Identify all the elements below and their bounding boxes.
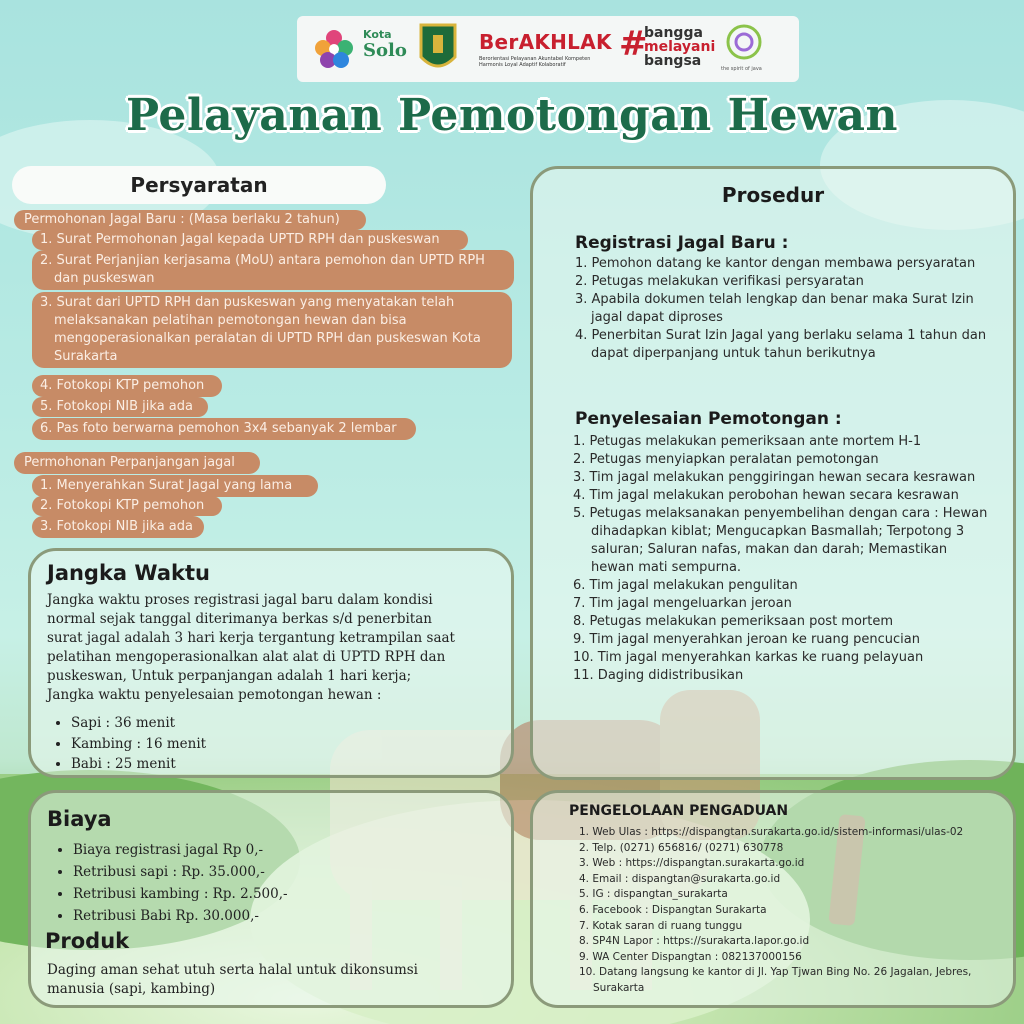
produk-text: Daging aman sehat utuh serta halal untuk dikonsumsi manusia (sapi, kambing): [47, 962, 418, 997]
page-title: Pelayanan Pemotongan Hewan: [126, 90, 898, 141]
requirement-item: 2. Fotokopi KTP pemohon: [32, 496, 222, 516]
registrasi-title: Registrasi Jagal Baru :: [575, 233, 789, 253]
list-item: 2. Petugas melakukan verifikasi persyaratan: [575, 274, 864, 289]
list-item: 8. SP4N Lapor : https://surakarta.lapor.go.id: [579, 935, 810, 948]
surakarta-crest-icon: [419, 23, 457, 75]
list-item: 10. Datang langsung ke kantor di Jl. Yap Tjwan Bing No. 26 Jagalan, Jebres,: [579, 966, 972, 979]
produk-heading: Produk: [45, 929, 130, 953]
list-item: 2. Petugas menyiapkan peralatan pemotongan: [573, 452, 879, 467]
kota-solo-text: Solo: [363, 40, 407, 61]
requirement-item: 3. Fotokopi NIB jika ada: [32, 516, 204, 538]
list-item: • Babi : 25 menit: [71, 754, 206, 775]
list-item: 7. Tim jagal mengeluarkan jeroan: [573, 596, 792, 611]
biaya-heading: Biaya: [47, 807, 112, 831]
jangka-waktu-panel: [28, 548, 514, 778]
list-item: 1. Web Ulas : https://dispangtan.surakarta.go.id/sistem-informasi/ulas-02: [579, 826, 964, 838]
requirement-item: 5. Fotokopi NIB jika ada: [32, 397, 208, 417]
list-item: 8. Petugas melakukan pemeriksaan post mortem: [573, 614, 894, 629]
list-item: 3. Web : https://dispangtan.surakarta.go.id: [579, 857, 805, 870]
hash-icon: #: [619, 24, 648, 64]
durasi-list: [71, 713, 206, 775]
list-item: 3. Apabila dokumen telah lengkap dan benar maka Surat Izin: [575, 292, 974, 307]
requirement-item: 6. Pas foto berwarna pemohon 3x4 sebanyak 2 lembar: [32, 418, 416, 440]
list-item: • Kambing : 16 menit: [71, 734, 206, 755]
prosedur-panel: [530, 166, 1016, 780]
list-item: 10. Tim jagal menyerahkan karkas ke ruang pelayuan: [573, 650, 924, 665]
pengaduan-heading: PENGELOLAAN PENGADUAN: [569, 803, 789, 819]
pengaduan-list: 1. Web Ulas : https://dispangtan.surakarta.go.id/sistem-informasi/ulas-02 2. Telp. (0271) 656816/ (0271) 630778 3. Web : https://dispangtan.surakarta.go.id 4. Email : dispangtan@surakarta.go.id 5. IG : dispangtan_surakarta 6. Facebook : Dispangtan Surakarta 7. Kotak saran di ruang tunggu 8. SP4N Lapor : https://surakarta.lapor.go.id 9. WA Center Dispangtan : 082137000156 10. Datang langsung ke kantor di Jl. Yap Tjwan Bing No. 26 Jagalan, Jebres, Surakarta: [579, 825, 1015, 997]
list-item: 6. Tim jagal melakukan pengulitan: [573, 578, 798, 593]
list-item: 11. Daging didistribusikan: [573, 668, 744, 683]
group1-title: Permohonan Jagal Baru : (Masa berlaku 2 tahun): [14, 210, 366, 230]
list-item: • Retribusi kambing : Rp. 2.500,-: [73, 883, 288, 905]
penyelesaian-list: 1. Petugas melakukan pemeriksaan ante mortem H-1 2. Petugas menyiapkan peralatan pemotongan 3. Tim jagal melakukan penggiringan hewan secara kesrawan 4. Tim jagal melakukan perobohan hewan secara kesrawan 5. Petugas melaksanakan penyembelihan dengan cara : Hewan dihadapkan kiblat; Mengucapkan Basmallah; Terpotong 3 saluran; Saluran nafas, makan dan darah; Memastikan hewan mati sempurna. 6. Tim jagal melakukan pengulitan 7. Tim jagal mengeluarkan jeroan 8. Petugas melakukan pemeriksaan post mortem 9. Tim jagal menyerahkan jeroan ke ruang pencucian 10. Tim jagal menyerahkan karkas ke ruang pelayuan 11. Daging didistribusikan: [573, 433, 1013, 685]
prosedur-heading: Prosedur: [721, 183, 825, 207]
group2-title: Permohonan Perpanjangan jagal: [14, 452, 260, 474]
logo-bar: [297, 16, 799, 82]
solo-spirit-logo: [722, 22, 766, 62]
list-item: 5. Petugas melaksanakan penyembelihan dengan cara : Hewan: [573, 506, 988, 521]
list-item: 6. Facebook : Dispangtan Surakarta: [579, 903, 767, 916]
penyelesaian-title: Penyelesaian Pemotongan :: [575, 409, 842, 429]
list-item: • Sapi : 36 menit: [71, 713, 206, 734]
bangga-melayani-logo: bangga melayani bangsa: [644, 25, 716, 69]
biaya-produk-panel: [28, 790, 514, 1008]
pengaduan-panel: [530, 790, 1016, 1008]
solo-tagline: the spirit of java: [721, 66, 762, 72]
list-item: 4. Penerbitan Surat Izin Jagal yang berlaku selama 1 tahun dan: [575, 328, 987, 343]
jangka-waktu-heading: Jangka Waktu: [47, 561, 210, 585]
requirement-item: 3. Surat dari UPTD RPH dan puskeswan yang menyatakan telah melaksanakan pelatihan pemotongan hewan dan bisa mengoperasionalkan peralatan di UPTD RPH dan puskeswan Kota Surakarta: [32, 292, 512, 368]
biaya-list: [73, 839, 288, 927]
list-item: 3. Tim jagal melakukan penggiringan hewan secara kesrawan: [573, 470, 976, 485]
berakhlak-logo: BerAKHLAK: [479, 30, 612, 54]
list-item: 2. Telp. (0271) 656816/ (0271) 630778: [579, 841, 784, 854]
kota-solo-text: Kota: [363, 28, 392, 41]
list-item: 5. IG : dispangtan_surakarta: [579, 888, 728, 901]
list-item: 4. Email : dispangtan@surakarta.go.id: [579, 872, 781, 885]
berakhlak-subtitle: Berorientasi Pelayanan Akuntabel Kompeten Harmonis Loyal Adaptif Kolaboratif: [479, 56, 591, 68]
registrasi-list: 1. Pemohon datang ke kantor dengan membawa persyaratan 2. Petugas melakukan verifikasi persyaratan 3. Apabila dokumen telah lengkap dan benar maka Surat Izin jagal dapat diproses 4. Penerbitan Surat Izin Jagal yang berlaku selama 1 tahun dan dapat diperpanjang untuk tahun berikutnya: [575, 255, 1005, 363]
kota-solo-logo: [311, 26, 357, 72]
requirement-item: 1. Surat Permohonan Jagal kepada UPTD RPH dan puskeswan: [32, 230, 468, 250]
persyaratan-heading: Persyaratan: [12, 166, 386, 204]
list-item: 4. Tim jagal melakukan perobohan hewan secara kesrawan: [573, 488, 959, 503]
list-item: 1. Pemohon datang ke kantor dengan membawa persyaratan: [575, 256, 976, 271]
list-item: 1. Petugas melakukan pemeriksaan ante mortem H-1: [573, 434, 922, 449]
requirement-item: 1. Menyerahkan Surat Jagal yang lama: [32, 475, 318, 497]
list-item: 9. Tim jagal menyerahkan jeroan ke ruang pencucian: [573, 632, 920, 647]
list-item: 9. WA Center Dispangtan : 082137000156: [579, 950, 802, 963]
requirement-item: 4. Fotokopi KTP pemohon: [32, 375, 222, 397]
list-item: • Biaya registrasi jagal Rp 0,-: [73, 839, 288, 861]
list-item: 7. Kotak saran di ruang tunggu: [579, 919, 743, 932]
requirement-item: 2. Surat Perjanjian kerjasama (MoU) antara pemohon dan UPTD RPH dan puskeswan: [32, 250, 514, 290]
list-item: • Retribusi Babi Rp. 30.000,-: [73, 905, 288, 927]
jangka-waktu-text: Jangka waktu proses registrasi jagal baru dalam kondisi normal sejak tanggal diterimanya berkas s/d penerbitan surat jagal adalah 3 hari kerja tergantung ketrampilan saat pelatihan mengoperasionalkan alat alat di UPTD RPH dan puskeswan, Untuk perpanjangan adalah 1 hari kerja; Jangka waktu penyelesaian pemotongan hewan :: [47, 592, 455, 703]
list-item: • Retribusi sapi : Rp. 35.000,-: [73, 861, 288, 883]
